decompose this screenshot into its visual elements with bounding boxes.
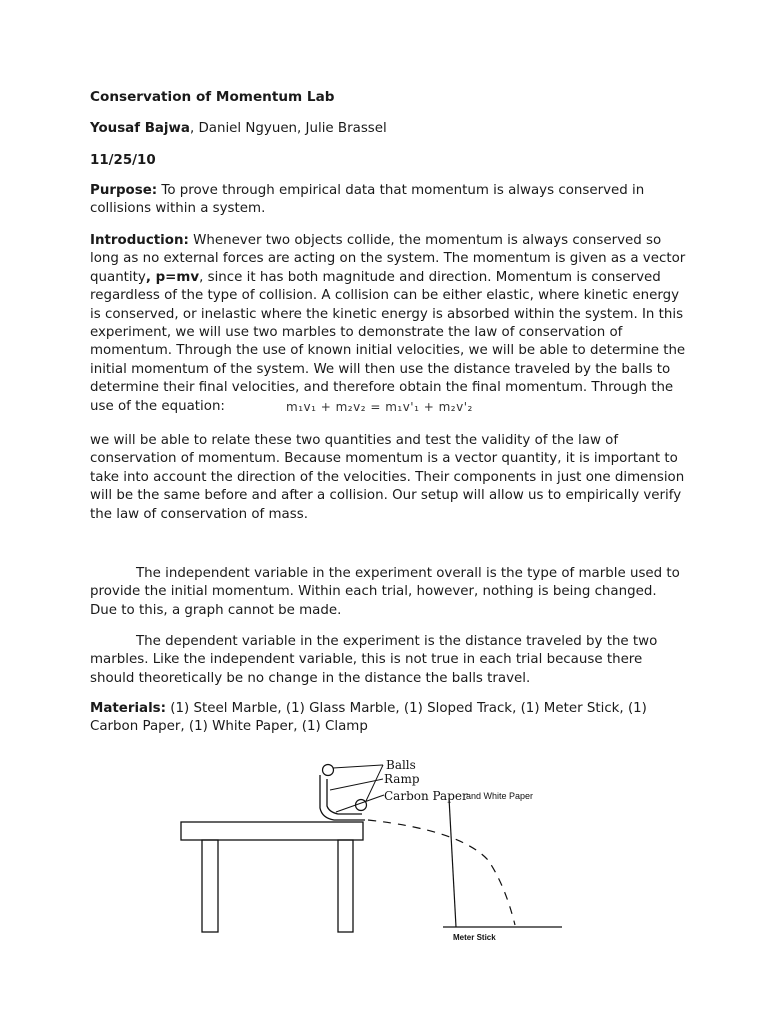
purpose-text: To prove through empirical data that momentum is always conserved in collisions within a system. xyxy=(90,183,645,217)
other-authors: , Daniel Ngyuen, Julie Brassel xyxy=(189,121,387,136)
document-date: 11/25/10 xyxy=(90,153,156,168)
materials-label: Materials: xyxy=(90,701,166,716)
introduction-text-b: , since it has both magnitude and direction. Momentum is conserved regardless of the type of collision. A collision can be either elastic, where kinetic energy is conserved, or inelastic where the kinetic energy is absorbed within the system. In this experiment, we will use two marbles to demonstrate the law of conservation of momentum. Through the use of known initial velocities, we will be able to determine the initial momentum of the system. We will then use the distance traveled by the balls to determine their final velocities, and therefore obtain the final momentum. Through the use of the equation: xyxy=(90,269,686,414)
introduction-label: Introduction: xyxy=(90,233,189,248)
ramp-label: Ramp xyxy=(384,772,420,786)
independent-variable-paragraph: The independent variable in the experiment overall is the type of marble used to provide the initial momentum. Within each trial, however, nothing is being changed. Due to this, a graph cannot be made. xyxy=(90,566,680,618)
ball-top xyxy=(323,765,334,776)
introduction-text-a: Whenever two objects collide, the momentum is always conserved so long as no external forces are acting on the system. The momentum is given as a vector quantity xyxy=(90,233,686,285)
purpose-label: Purpose: xyxy=(90,183,158,198)
balls-leader-line-1 xyxy=(333,765,383,768)
dependent-variable-paragraph: The dependent variable in the experiment is the distance traveled by the two marbles. Like the independent variable, this is not true in each trial because there should theoretically be no change in the distance the balls travel. xyxy=(90,634,658,686)
meter-stick-label: Meter Stick xyxy=(453,933,496,942)
ramp-leader-line xyxy=(330,779,383,790)
carbon-paper-label: Carbon Paper xyxy=(384,789,468,803)
balls-leader-line-2 xyxy=(366,765,383,801)
momentum-equation: m₁v₁ + m₂v₂ = m₁v'₁ + m₂v'₂ xyxy=(286,400,473,414)
ball-trajectory xyxy=(368,820,515,925)
balls-label: Balls xyxy=(386,758,416,772)
lead-author: Yousaf Bajwa xyxy=(90,121,190,136)
table-top xyxy=(181,822,363,840)
carbon-paper-pointer xyxy=(449,798,456,927)
continuation-paragraph: we will be able to relate these two quantities and test the validity of the law of conservation of momentum. Because momentum is a vector quantity, it is important to take into account the direction of the velocities. Their components in just one dimension will be the same before and after a collision. Our setup will allow us to empirically verify the law of conservation of mass. xyxy=(90,433,685,522)
materials-text: (1) Steel Marble, (1) Glass Marble, (1) Sloped Track, (1) Meter Stick, (1) Carbon Paper, (1) White Paper, (1) Clamp xyxy=(90,701,647,735)
table-leg-left xyxy=(202,840,218,932)
document-title: Conservation of Momentum Lab xyxy=(90,89,335,105)
momentum-formula: , p=mv xyxy=(145,269,200,285)
white-paper-label: and White Paper xyxy=(466,791,534,801)
table-leg-right xyxy=(338,840,353,932)
